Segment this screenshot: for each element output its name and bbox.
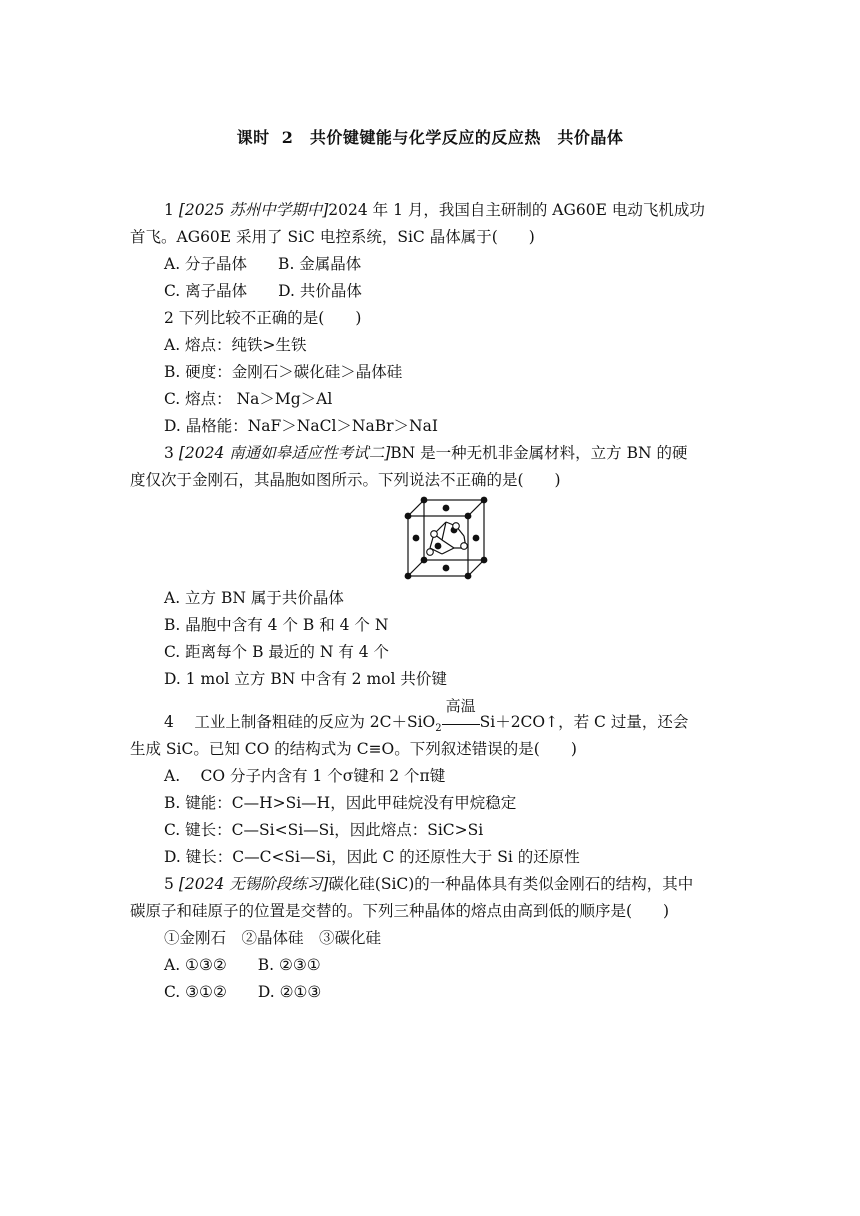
q4-text-pre: 工业上制备粗硅的反应为 2C＋SiO xyxy=(194,713,436,731)
q1-line1 xyxy=(164,200,705,220)
bn-unit-cell-diagram xyxy=(404,496,488,580)
q1-number: 1 xyxy=(164,201,174,219)
q4-condition-label: 高温 xyxy=(445,697,476,715)
q2-option-b: B. 硬度：金刚石＞碳化硅＞晶体硅 xyxy=(164,363,403,381)
q4-text-post: Si＋2CO↑，若 C 过量，还会 xyxy=(479,713,689,731)
q1-line2: 首飞。AG60E 采用了 SiC 电控系统，SiC 晶体属于( ) xyxy=(130,228,535,246)
q2-stem: 2 下列比较不正确的是( ) xyxy=(164,309,362,327)
q3-option-a: A. 立方 BN 属于共价晶体 xyxy=(164,589,344,607)
q3-line1 xyxy=(164,443,687,463)
q2-option-d: D. 晶格能：NaF＞NaCl＞NaBr＞NaI xyxy=(164,417,438,435)
q4-number: 4 xyxy=(164,713,174,731)
q2-option-a: A. 熔点：纯铁>生铁 xyxy=(164,336,307,354)
q4-option-b: B. 键能：C—H>Si—H，因此甲硅烷没有甲烷稳定 xyxy=(164,794,517,812)
q1-options-cd: C. 离子晶体 D. 共价晶体 xyxy=(164,282,362,300)
q2-option-c: C. 熔点： Na＞Mg＞Al xyxy=(164,390,333,408)
q5-text1: 碳化硅(SiC)的一种晶体具有类似金刚石的结构，其中 xyxy=(328,875,694,893)
q5-line2: 碳原子和硅原子的位置是交替的。下列三种晶体的熔点由高到低的顺序是( ) xyxy=(130,902,670,920)
q5-line1 xyxy=(164,874,693,894)
q3-option-d: D. 1 mol 立方 BN 中含有 2 mol 共价键 xyxy=(164,670,447,688)
q3-text1: BN 是一种无机非金属材料，立方 BN 的硬 xyxy=(390,444,688,462)
q5-source: [2024 无锡阶段练习] xyxy=(178,875,329,893)
q5-number: 5 xyxy=(164,875,174,893)
q1-text1: 2024 年 1 月，我国自主研制的 AG60E 电动飞机成功 xyxy=(328,201,705,219)
q3-line2: 度仅次于金刚石，其晶胞如图所示。下列说法不正确的是( ) xyxy=(130,471,561,489)
q5-options-cd: C. ③①② D. ②①③ xyxy=(164,983,322,1001)
q4-option-c: C. 键长：C—Si<Si—Si，因此熔点：SiC>Si xyxy=(164,821,484,839)
q4-equals-line xyxy=(442,724,480,725)
q3-option-c: C. 距离每个 B 最近的 N 有 4 个 xyxy=(164,643,390,661)
q4-line1 xyxy=(164,697,689,739)
q3-number: 3 xyxy=(164,444,174,462)
q4-subscript: 2 xyxy=(435,723,442,735)
q4-option-d: D. 键长：C—C<Si—Si，因此 C 的还原性大于 Si 的还原性 xyxy=(164,848,580,866)
q5-options-ab: A. ①③② B. ②③① xyxy=(164,956,321,974)
q3-option-b: B. 晶胞中含有 4 个 B 和 4 个 N xyxy=(164,616,389,634)
page-title: 课时 2 共价键键能与化学反应的反应热 共价晶体 xyxy=(236,128,624,147)
q1-source: [2025 苏州中学期中] xyxy=(178,201,329,219)
q4-option-a: A. CO 分子内含有 1 个σ键和 2 个π键 xyxy=(164,767,446,785)
q4-line2: 生成 SiC。已知 CO 的结构式为 C≡O。下列叙述错误的是( ) xyxy=(130,740,577,758)
q5-items: ①金刚石 ②晶体硅 ③碳化硅 xyxy=(164,929,382,947)
q4-reaction-condition xyxy=(442,697,480,732)
q3-source: [2024 南通如皋适应性考试二] xyxy=(178,444,391,462)
q1-options-ab: A. 分子晶体 B. 金属晶体 xyxy=(164,255,362,273)
